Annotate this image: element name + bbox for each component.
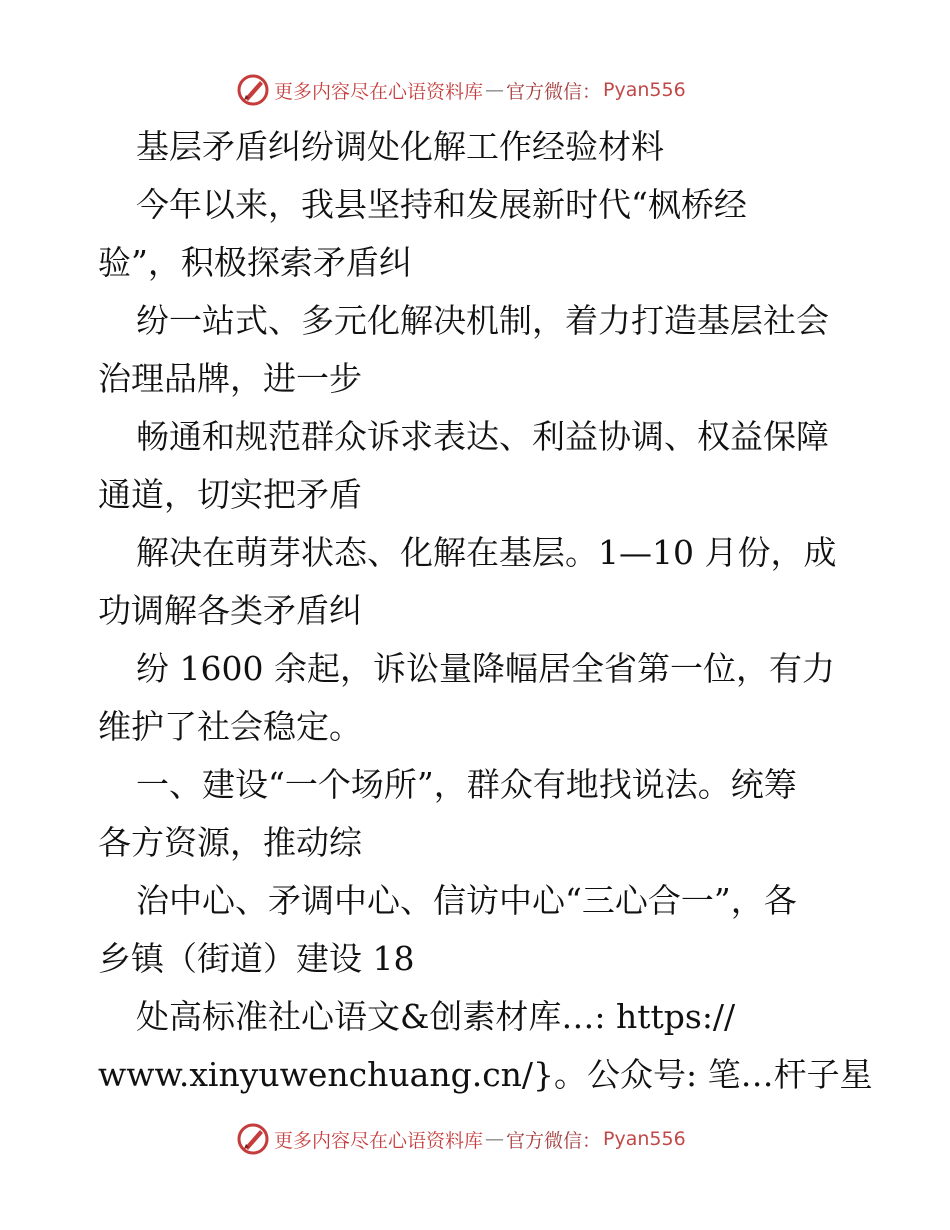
text-line: 解决在萌芽状态、化解在基层。1—10 月份，成 xyxy=(136,533,837,572)
document-title: 基层矛盾纠纷调处化解工作经验材料 xyxy=(136,127,664,166)
watermark-text: 更多内容尽在心语资料库 xyxy=(274,80,484,103)
text-line: 治理品牌，进一步 xyxy=(98,359,362,398)
text-line: 畅通和规范群众诉求表达、利益协调、权益保障 xyxy=(136,417,829,456)
watermark-id: Pyan556 xyxy=(603,1128,686,1150)
watermark-text: 更多内容尽在心语资料库 xyxy=(274,1129,484,1152)
text-line: 乡镇（街道）建设 18 xyxy=(98,939,415,978)
text-line: 验”，积极探索矛盾纠 xyxy=(98,243,412,282)
document-body xyxy=(98,118,873,1104)
text-line: 通道，切实把矛盾 xyxy=(98,475,362,514)
watermark-label: 官方微信： xyxy=(506,1129,602,1152)
watermark-dash: — xyxy=(485,1128,505,1150)
text-line: 治中心、矛调中心、信访中心“三心合一”，各 xyxy=(136,881,797,920)
text-line: 各方资源，推动综 xyxy=(98,823,362,862)
text-line: 纷 1600 余起，诉讼量降幅居全省第一位，有力 xyxy=(136,649,835,688)
section-heading: 一、建设“一个场所”，群众有地找说法。统筹 xyxy=(136,765,797,804)
text-line: 功调解各类矛盾纠 xyxy=(98,591,362,630)
watermark-id: Pyan556 xyxy=(603,79,686,101)
logo-icon xyxy=(236,73,270,107)
text-line: 处高标准社心语文&创素材库…: https:// xyxy=(136,997,736,1036)
text-line: www.xinyuwenchuang.cn/}。公众号: 笔…杆子星 xyxy=(98,1055,873,1094)
text-line: 维护了社会稳定。 xyxy=(98,707,362,746)
text-line: 纷一站式、多元化解决机制，着力打造基层社会 xyxy=(136,301,829,340)
watermark-footer xyxy=(236,1121,686,1157)
watermark-label: 官方微信： xyxy=(506,80,602,103)
text-line: 今年以来，我县坚持和发展新时代“枫桥经 xyxy=(136,185,747,224)
watermark-dash: — xyxy=(485,79,505,101)
watermark-header xyxy=(236,72,686,108)
logo-icon xyxy=(236,1122,270,1156)
